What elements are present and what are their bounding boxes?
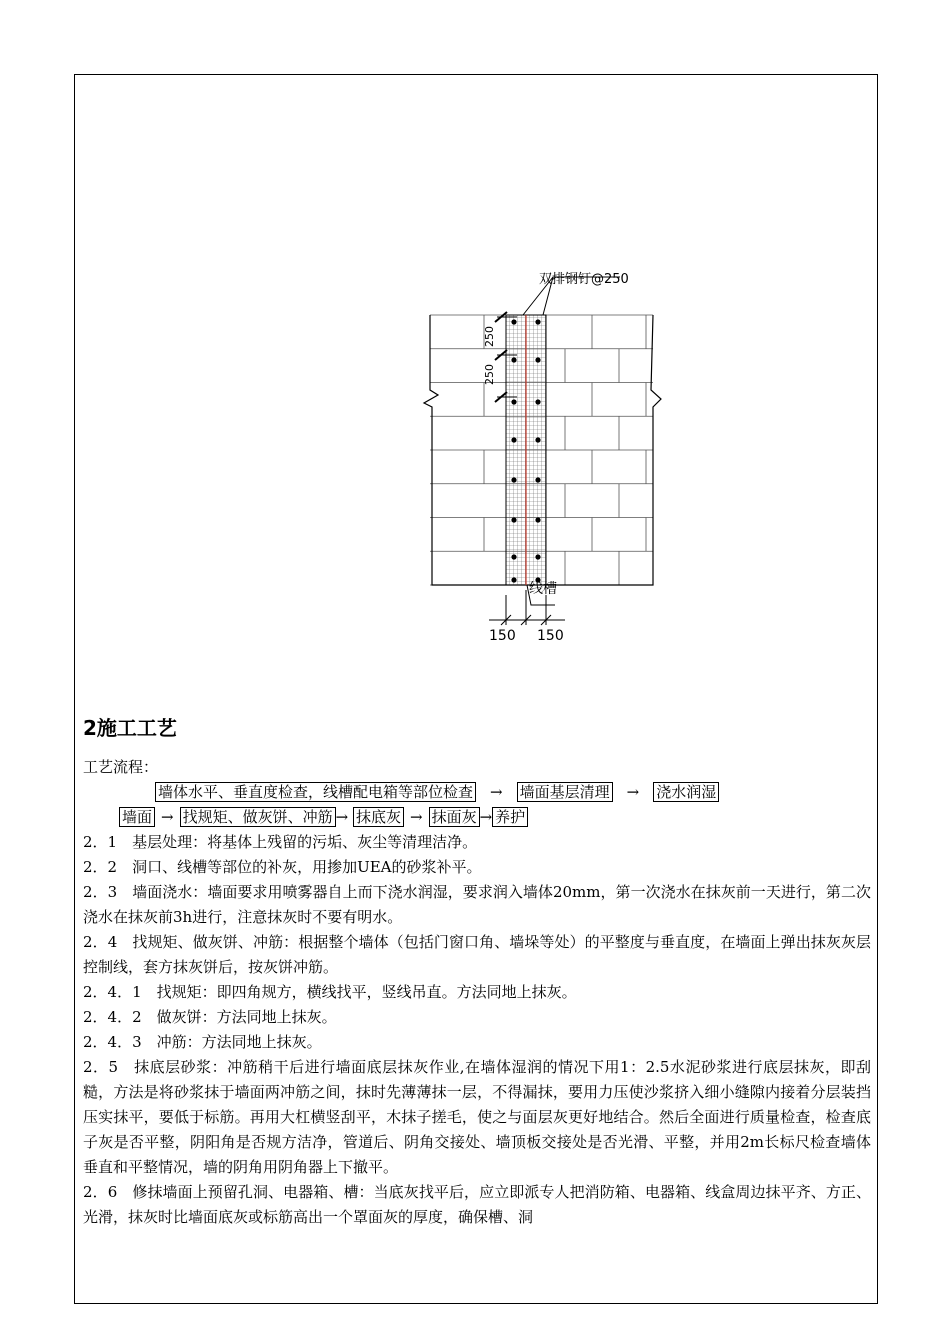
paragraph-2-4: 2．4 找规矩、做灰饼、冲筋：根据整个墙体（包括门窗口角、墙垛等处）的平整度与垂直度，在墙面上弹出抹灰灰层控制线，套方抹灰饼后，按灰饼冲筋。 [83,933,871,976]
nail-dot [535,437,540,442]
nail-dot [535,319,540,324]
diagram-svg [405,185,665,645]
paragraph-2-4-1: 2．4．1 找规矩：即四角规方，横线找平，竖线吊直。方法同地上抹灰。 [83,983,577,1001]
flow-step-1: 墙体水平、垂直度检查，线槽配电箱等部位检查 [155,782,476,802]
nail-dot [535,399,540,404]
nail-dot [511,399,516,404]
flow-arrow: → [626,783,640,801]
construction-process-section [83,715,871,1230]
flow-row-1 [83,780,871,805]
paragraph-2-3: 2．3 墙面浇水：墙面要求用喷雾器自上而下浇水润湿，要求润入墙体20mm，第一次浇水在抹灰前一天进行，第二次浇水在抹灰前3h进行，注意抹灰时不要有明水。 [83,883,871,926]
flow-arrow: → [479,808,493,826]
paragraph-2-2: 2．2 洞口、线槽等部位的补灰，用掺加UEA的砂浆补平。 [83,858,482,876]
flow-step-5: 抹底灰 [353,807,404,827]
flow-step-2: 墙面基层清理 [517,782,613,802]
flow-arrow: → [409,808,423,826]
nail-dot [511,577,516,582]
flow-arrow: → [490,783,503,801]
spacing-ticks [495,312,507,402]
flow-arrow: → [161,808,174,826]
flow-row-2 [83,805,871,830]
top-label: 双排钢钉@250 [539,272,629,287]
paragraph-2-1: 2．1 基层处理：将基体上残留的污垢、灰尘等清理洁净。 [83,833,478,851]
nail-dot [511,437,516,442]
wall-slot-diagram [405,185,665,645]
nail-dot [535,517,540,522]
dim-left-label: 150 [489,628,516,644]
bottom-label: 线槽 [529,581,557,597]
paragraph-2-4-2: 2．4．2 做灰饼：方法同地上抹灰。 [83,1008,337,1026]
nail-dot [511,554,516,559]
nail-dot [511,357,516,362]
nail-dot [535,357,540,362]
dim-right-label: 150 [537,628,564,644]
spacing-label-b: 250 [483,364,496,385]
flow-label: 工艺流程： [83,758,159,776]
flow-step-4: 找规矩、做灰饼、冲筋 [180,807,336,827]
paragraph-2-4-3: 2．4．3 冲筋：方法同地上抹灰。 [83,1033,322,1051]
nail-dot [535,477,540,482]
flow-step-3-cont: 墙面 [119,807,155,827]
flow-step-3: 浇水润湿 [653,782,719,802]
section-title: 2施工工艺 [83,716,177,740]
flow-arrow: → [335,808,349,826]
document-frame [74,74,878,1304]
nail-dot [511,477,516,482]
flow-step-6: 抹面灰 [429,807,480,827]
spacing-label-a: 250 [483,326,496,347]
nail-dot [535,554,540,559]
paragraph-2-5: 2．5 抹底层砂浆：冲筋稍干后进行墙面底层抹灰作业,在墙体湿润的情况下用1：2.5水泥砂浆进行底层抹灰，即刮糙，方法是将砂浆抹于墙面两冲筋之间，抹时先薄薄抹一层，不得漏抹，要用力压使沙浆挤入细小缝隙内接着分层装挡压实抹平，要低于标筋。再用大杠横竖刮平，木抹子搓毛，使之与面层灰更好地结合。然后全面进行质量检查，检查底子灰是否平整，阴阳角是否规方洁净，管道后、阴角交接处、墙顶板交接处是否光滑、平整，并用2m长标尺检查墙体垂直和平整情况，墙的阴角用阴角器上下撤平。 [83,1058,871,1176]
nail-dot [511,319,516,324]
flow-step-7: 养护 [492,807,528,827]
paragraph-2-6: 2．6 修抹墙面上预留孔洞、电器箱、槽：当底灰找平后，应立即派专人把消防箱、电器箱、线盒周边抹平齐、方正、光滑，抹灰时比墙面底灰或标筋高出一个罩面灰的厚度，确保槽、洞 [83,1183,871,1226]
nail-dot [511,517,516,522]
